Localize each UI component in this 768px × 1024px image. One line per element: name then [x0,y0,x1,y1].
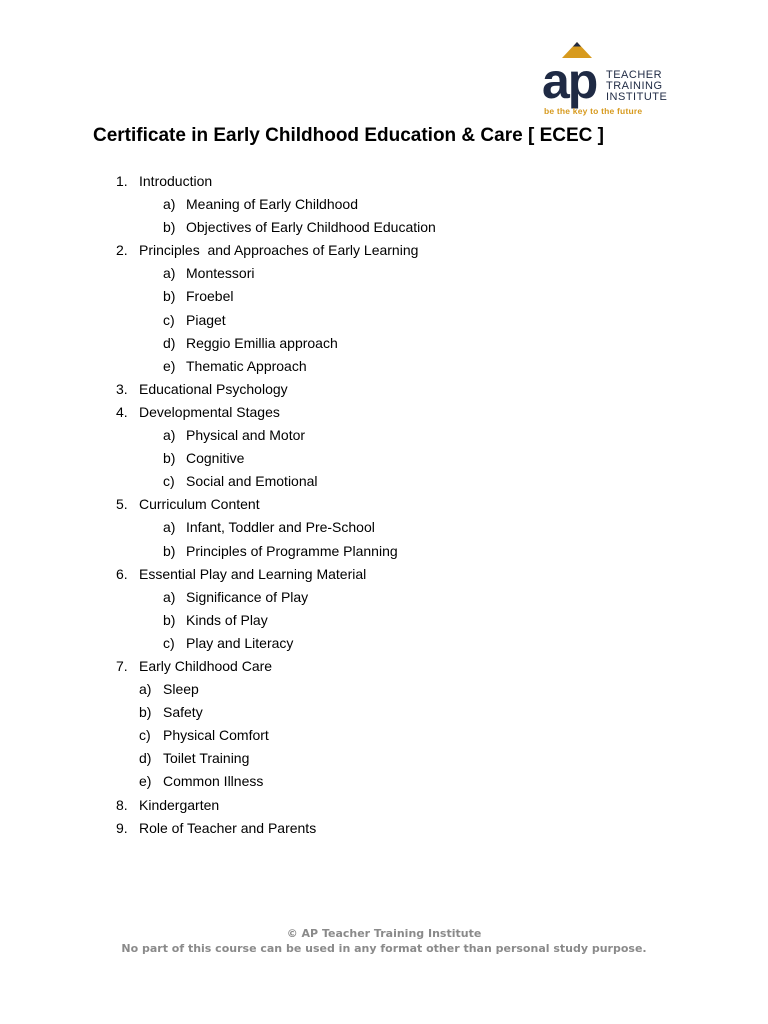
outline-item [0,401,768,424]
item-text: Developmental Stages [139,403,280,420]
outline-subitem [0,332,768,355]
item-marker: 8. [116,796,128,813]
outline-subitem [0,193,768,216]
item-marker: 7. [116,657,128,674]
item-text: Kindergarten [139,796,220,813]
outline-subitem [0,586,768,609]
item-marker: b) [139,704,152,721]
item-marker: 1. [116,173,128,189]
outline-subitem [0,285,768,308]
item-marker: 3. [116,380,128,397]
item-marker: a) [163,588,176,605]
outline-item [0,563,768,586]
item-marker: a) [163,196,176,213]
usage-notice: No part of this course can be used in any format other than personal study purpose. [121,942,647,955]
item-marker: 9. [116,819,128,836]
item-marker: b) [163,611,176,628]
item-text: Kinds of Play [186,611,268,628]
item-text: Common Illness [163,773,264,790]
item-text: Physical Comfort [163,727,269,744]
item-text: Montessori [186,265,255,282]
logo-line-institute: INSTITUTE [606,91,668,103]
item-text: Thematic Approach [186,357,307,374]
item-text: Social and Emotional [186,473,318,490]
item-marker: b) [163,219,176,236]
item-marker: e) [163,357,176,374]
item-text: Principles of Programme Planning [186,542,398,559]
item-marker: 4. [116,403,128,420]
outline-subitem [0,470,768,493]
item-text: Curriculum Content [139,496,260,513]
item-marker: 2. [116,242,128,259]
logo-line-training: TRAINING [606,80,663,92]
outline-subitem [0,724,768,747]
item-marker: e) [139,773,152,790]
item-text: Reggio Emillia approach [186,334,338,351]
institute-logo [540,42,670,118]
item-marker: d) [163,334,176,351]
item-text: Play and Literacy [186,634,294,651]
outline-item [0,493,768,516]
item-marker: a) [163,519,176,536]
item-text: Significance of Play [186,588,309,605]
outline-subitem [0,770,768,793]
page-footer [0,926,768,956]
outline-subitem [0,424,768,447]
item-marker: b) [163,288,176,305]
item-text: Physical and Motor [186,427,306,444]
item-marker: c) [163,311,175,328]
logo-mark: ap [542,53,597,109]
item-text: Early Childhood Care [139,657,273,674]
outline-subitem [0,609,768,632]
item-marker: 5. [116,496,128,513]
item-marker: b) [163,450,176,467]
item-text: Essential Play and Learning Material [139,565,367,582]
item-text: Infant, Toddler and Pre-School [186,519,375,536]
item-marker: a) [139,681,152,698]
item-text: Cognitive [186,450,245,467]
item-text: Educational Psychology [139,380,288,397]
item-text: Safety [163,704,203,721]
item-text: Principles and Approaches of Early Learning [139,242,419,259]
item-marker: 6. [116,565,128,582]
outline-item [0,378,768,401]
course-outline [0,170,768,840]
item-marker: c) [139,727,151,744]
outline-subitem [0,309,768,332]
item-marker: b) [163,542,176,559]
logo-wordmark [606,70,667,103]
item-text: Toilet Training [163,750,250,767]
outline-subitem [0,678,768,701]
outline-subitem [0,701,768,724]
item-text: Role of Teacher and Parents [139,819,317,836]
outline-item [0,655,768,678]
outline-item [0,239,768,262]
outline-subitem [0,540,768,563]
outline-subitem [0,262,768,285]
outline-subitem [0,355,768,378]
outline-subitem [0,516,768,539]
outline-subitem [0,447,768,470]
outline-item [0,817,768,840]
item-text: Sleep [163,681,199,698]
item-marker: a) [163,265,176,282]
item-marker: c) [163,634,175,651]
outline-item [0,794,768,817]
copyright-text: © AP Teacher Training Institute [286,927,482,940]
item-text: Objectives of Early Childhood Education [186,219,436,236]
logo-tagline: be the key to the future [544,106,643,116]
item-marker: d) [139,750,152,767]
item-marker: a) [163,427,176,444]
outline-item [0,170,768,193]
document-title: Certificate in Early Childhood Education & Care [ ECEC ] [93,125,604,146]
item-text: Piaget [186,311,226,328]
outline-subitem [0,632,768,655]
item-text: Meaning of Early Childhood [186,196,358,213]
item-text: Introduction [139,173,213,189]
outline-subitem [0,216,768,239]
outline-subitem [0,747,768,770]
item-text: Froebel [186,288,234,305]
logo-line-teacher: TEACHER [606,69,663,81]
item-marker: c) [163,473,175,490]
